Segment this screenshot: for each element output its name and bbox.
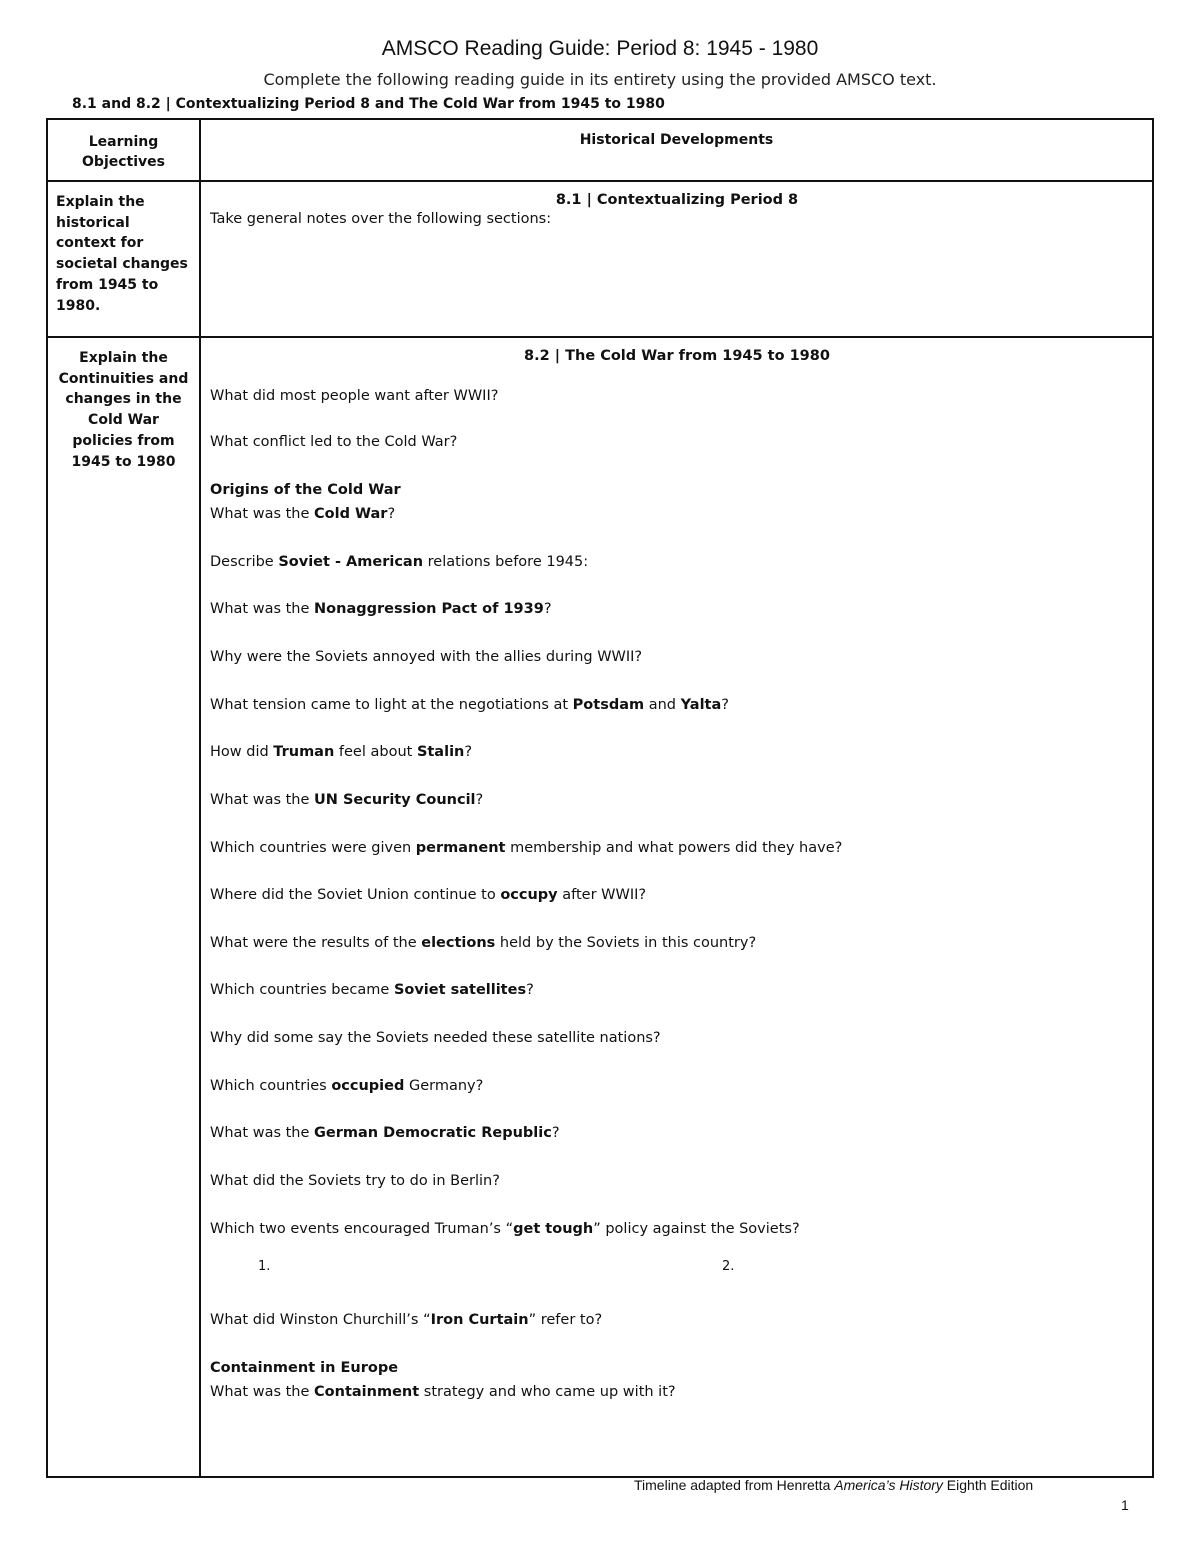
question: What conflict led to the Cold War? (210, 434, 458, 450)
section-heading: 8.1 and 8.2 | Contextualizing Period 8 and The Cold War from 1945 to 1980 (72, 96, 665, 112)
question: Which countries occupied Germany? (210, 1078, 484, 1094)
section-title: 8.1 | Contextualizing Period 8 (555, 192, 799, 208)
question: What did Winston Churchill’s “Iron Curtain” refer to? (210, 1312, 603, 1328)
table-row (47, 181, 1153, 337)
instruction-text: Take general notes over the following sections: (210, 211, 552, 227)
question-list (210, 364, 1144, 1464)
question: What did most people want after WWII? (210, 388, 499, 404)
question: Describe Soviet - American relations before 1945: (210, 554, 589, 570)
question: What did the Soviets try to do in Berlin? (210, 1173, 500, 1189)
question: Why were the Soviets annoyed with the allies during WWII? (210, 649, 643, 665)
question: Which countries became Soviet satellites? (210, 982, 534, 998)
page-subtitle: Complete the following reading guide in its entirety using the provided AMSCO text. (263, 70, 937, 89)
question: What was the UN Security Council? (210, 792, 484, 808)
question: What was the German Democratic Republic? (210, 1125, 560, 1141)
question: What was the Nonaggression Pact of 1939? (210, 601, 552, 617)
question: What was the Cold War? (210, 506, 396, 522)
developments-cell (200, 181, 1153, 337)
table-header-row (47, 119, 1153, 181)
answer-number-1: 1. (258, 1259, 271, 1274)
question: What was the Containment strategy and who came up with it? (210, 1384, 676, 1400)
question: Why did some say the Soviets needed these satellite nations? (210, 1030, 661, 1046)
learning-objective-cell: Explain the Continuities and changes in the Cold War policies from 1945 to 1980 (47, 337, 200, 1477)
question: Which countries were given permanent membership and what powers did they have? (210, 840, 843, 856)
footer-citation: Timeline adapted from Henretta America’s History Eighth Edition (634, 1477, 1034, 1493)
subheading: Containment in Europe (210, 1360, 399, 1376)
section-title: 8.2 | The Cold War from 1945 to 1980 (524, 348, 830, 364)
subheading: Origins of the Cold War (210, 482, 401, 498)
developments-cell (200, 337, 1153, 1477)
table-row (47, 337, 1153, 1477)
historical-developments-header: Historical Developments (200, 119, 1153, 181)
question: Where did the Soviet Union continue to occupy after WWII? (210, 887, 647, 903)
answer-number-2: 2. (722, 1259, 735, 1274)
learning-objective-cell: Explain the historical context for societal changes from 1945 to 1980. (47, 181, 200, 337)
question: What tension came to light at the negotiations at Potsdam and Yalta? (210, 697, 729, 713)
question: Which two events encouraged Truman’s “get tough” policy against the Soviets? (210, 1221, 800, 1237)
page-title: AMSCO Reading Guide: Period 8: 1945 - 1980 (381, 37, 819, 60)
reading-guide-table (46, 118, 1154, 1478)
question: What were the results of the elections held by the Soviets in this country? (210, 935, 757, 951)
question: How did Truman feel about Stalin? (210, 744, 473, 760)
page-number: 1 (1121, 1497, 1129, 1513)
learning-objectives-header: Learning Objectives (47, 119, 200, 181)
